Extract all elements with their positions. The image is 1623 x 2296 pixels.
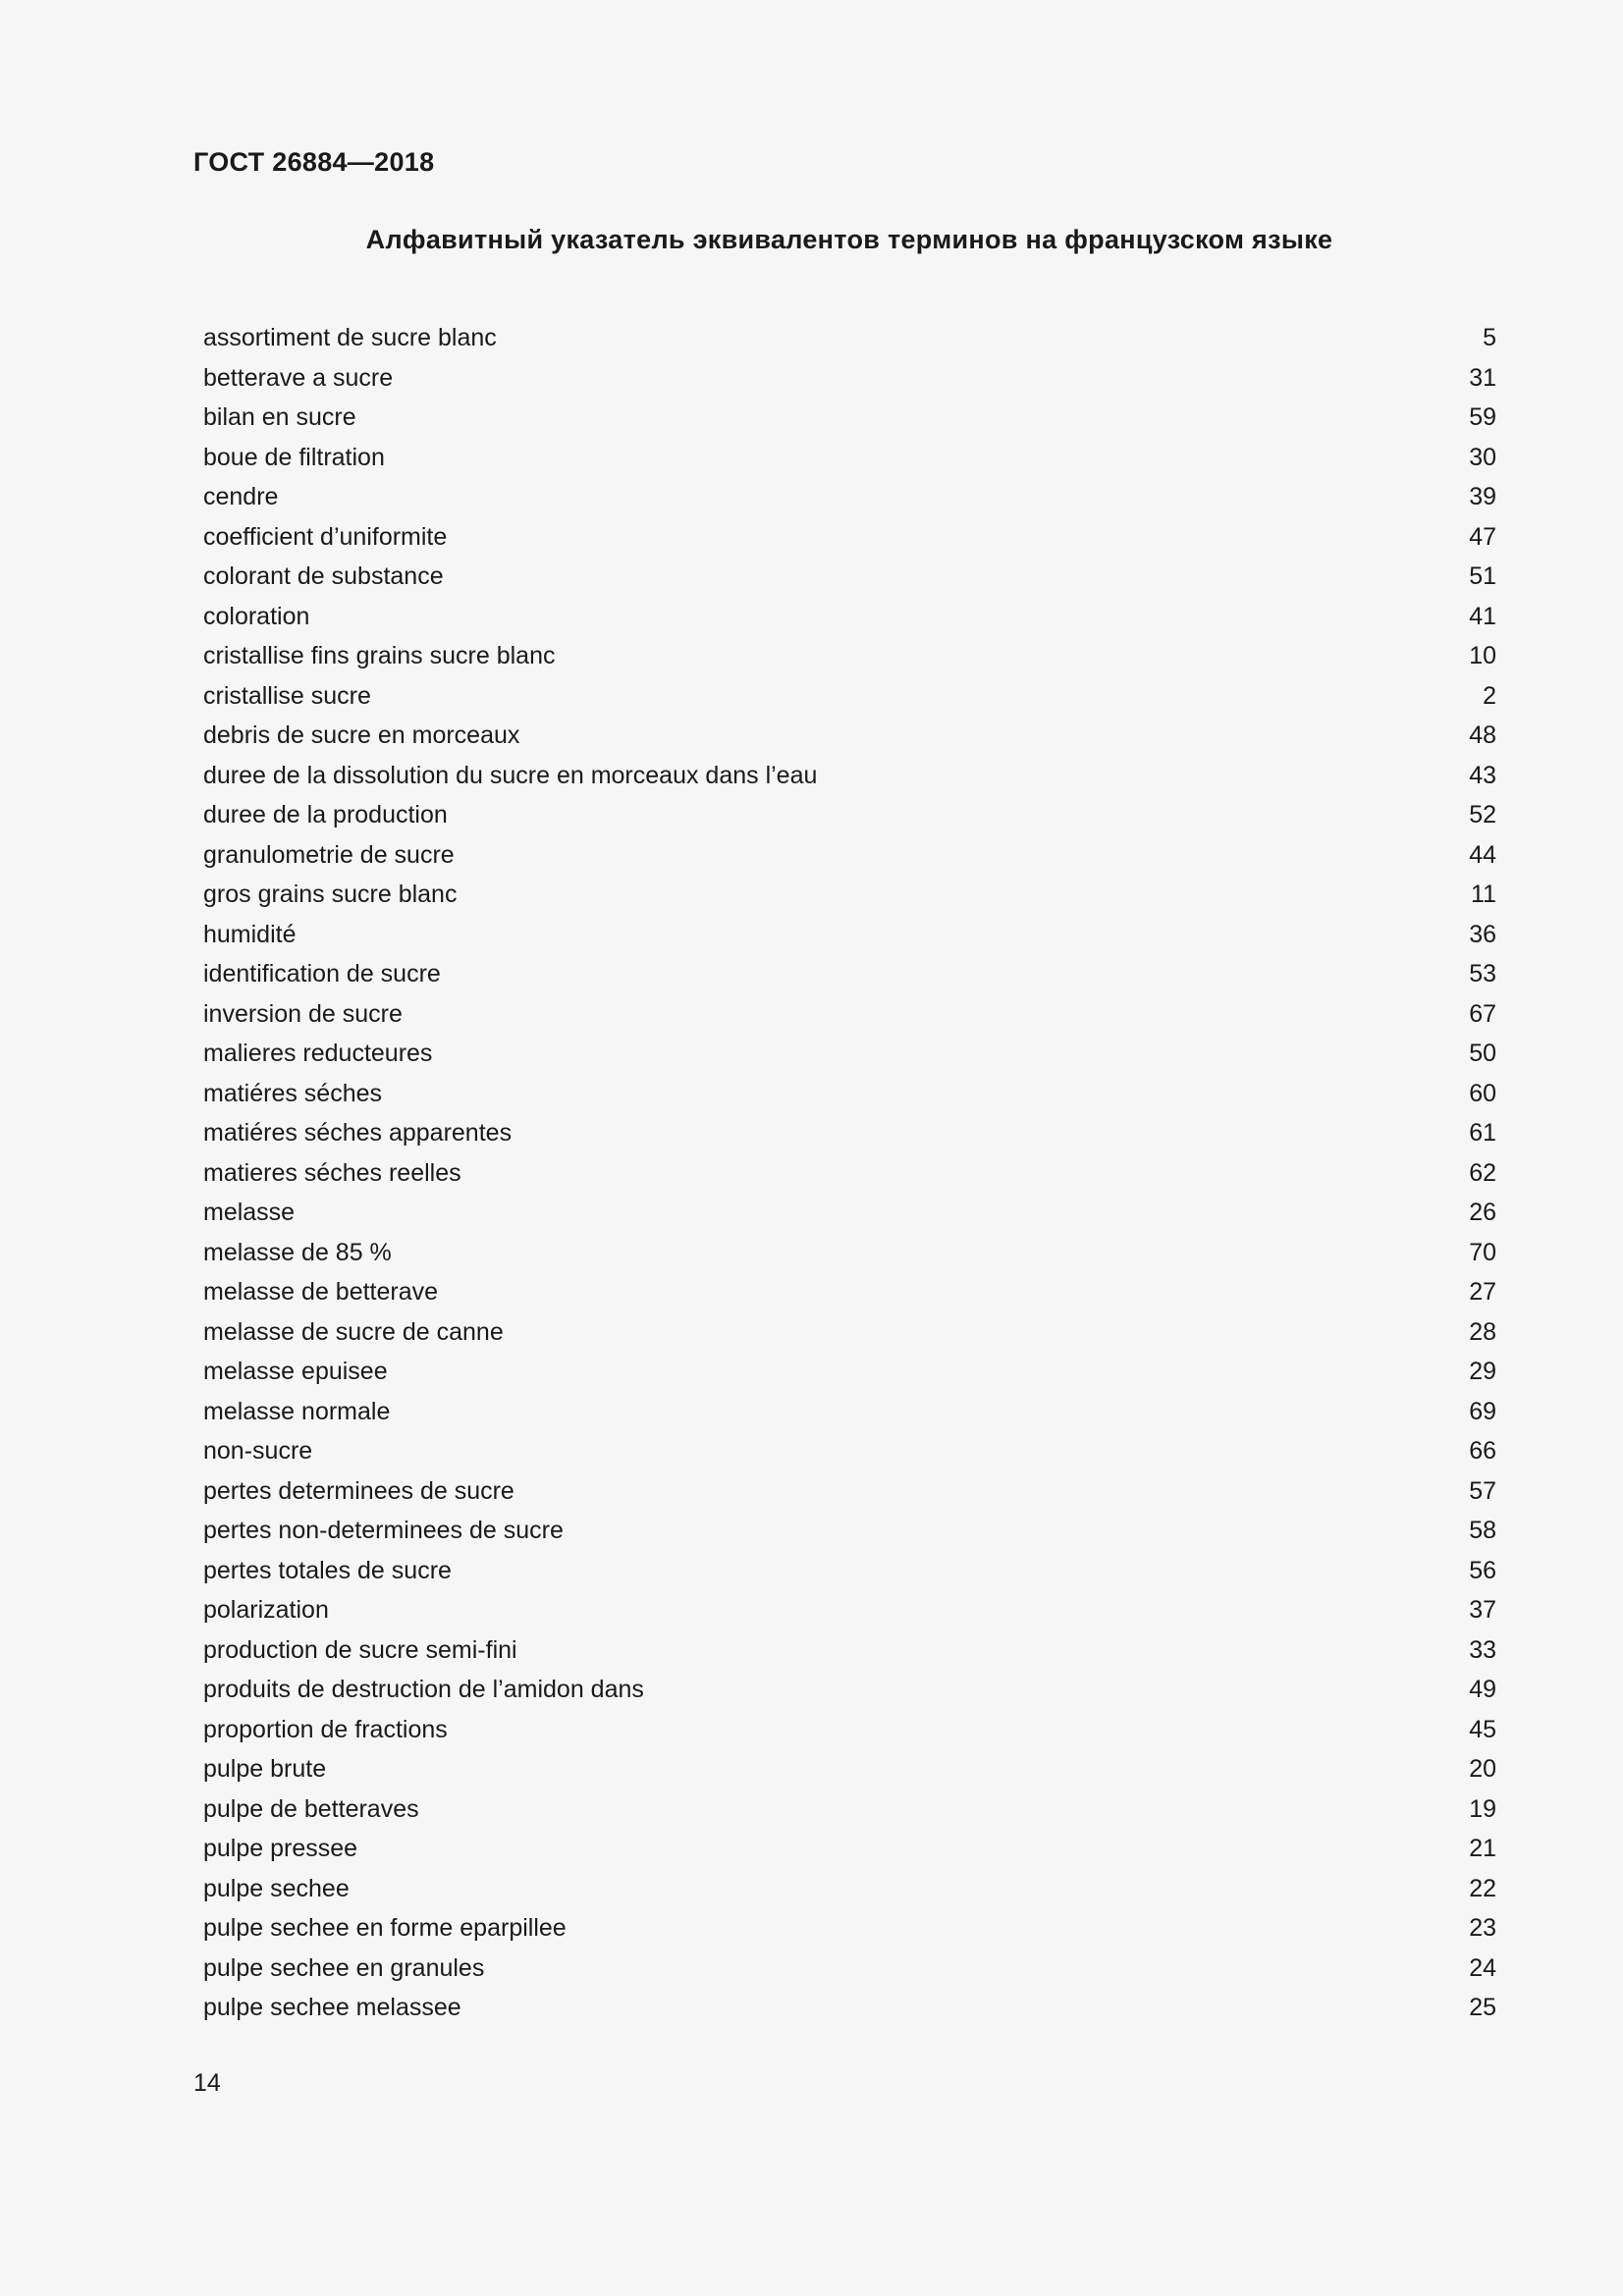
index-entry	[203, 917, 1496, 957]
index-entry	[203, 1394, 1496, 1434]
index-entry-term: produits de destruction de l’amidon dans	[203, 1676, 644, 1703]
index-entry-ref: 48	[1469, 721, 1496, 749]
index-entry-term: pulpe sechee melassee	[203, 1994, 461, 2021]
index-entry-term: boue de filtration	[203, 443, 385, 471]
index-entry	[203, 678, 1496, 719]
page-number: 14	[193, 2069, 221, 2097]
index-entry-ref: 30	[1469, 443, 1496, 471]
index-entry-ref: 56	[1469, 1556, 1496, 1584]
index-entry-term: cristallise fins grains sucre blanc	[203, 642, 556, 669]
index-entry-ref: 60	[1469, 1079, 1496, 1107]
index-entry	[203, 1672, 1496, 1712]
index-entry-term: non-sucre	[203, 1437, 313, 1465]
index-entry-ref: 66	[1469, 1437, 1496, 1465]
index-entry-ref: 67	[1469, 999, 1496, 1028]
index-entry-ref: 69	[1469, 1397, 1496, 1425]
index-entry-ref: 62	[1469, 1158, 1496, 1187]
index-entry-ref: 31	[1469, 363, 1496, 392]
index-entry-ref: 11	[1471, 881, 1496, 908]
index-entry	[203, 1791, 1496, 1832]
index-entry-term: pulpe sechee en granules	[203, 1953, 485, 1982]
index-entry	[203, 400, 1496, 440]
index-entry-ref: 5	[1483, 324, 1496, 351]
index-entry	[203, 1115, 1496, 1155]
index-entry-term: pulpe sechee	[203, 1874, 350, 1902]
index-entry-ref: 20	[1469, 1755, 1496, 1783]
index-entry	[203, 320, 1496, 360]
index-entry-ref: 45	[1469, 1715, 1496, 1743]
index-entry	[203, 718, 1496, 758]
index-entry-term: cristallise sucre	[203, 681, 371, 710]
index-entry-ref: 57	[1469, 1476, 1496, 1505]
index-entry-term: matieres séches reelles	[203, 1158, 461, 1187]
index-entry	[203, 1036, 1496, 1076]
index-entry	[203, 1592, 1496, 1632]
index-entry-ref: 19	[1469, 1794, 1496, 1823]
index-entry	[203, 1910, 1496, 1950]
index-entry-ref: 59	[1469, 403, 1496, 431]
document-code: ГОСТ 26884—2018	[193, 147, 435, 177]
index-entry-term: duree de la production	[203, 801, 448, 828]
index-entry-list	[203, 320, 1496, 2030]
index-entry-ref: 49	[1469, 1676, 1496, 1703]
index-entry	[203, 1235, 1496, 1275]
index-entry-ref: 29	[1469, 1358, 1496, 1385]
index-entry	[203, 1632, 1496, 1673]
index-entry-term: betterave a sucre	[203, 363, 394, 392]
index-entry-term: coloration	[203, 602, 310, 630]
index-entry-term: colorant de substance	[203, 562, 444, 590]
index-entry	[203, 360, 1496, 400]
index-entry-ref: 58	[1469, 1517, 1496, 1544]
index-entry-term: production de sucre semi-fini	[203, 1635, 517, 1664]
index-entry-ref: 10	[1469, 642, 1496, 669]
index-entry	[203, 440, 1496, 480]
index-entry-ref: 39	[1469, 483, 1496, 510]
index-entry	[203, 1155, 1496, 1196]
index-entry-term: pulpe sechee en forme eparpillee	[203, 1914, 567, 1942]
index-entry-ref: 52	[1469, 801, 1496, 828]
index-entry-term: bilan en sucre	[203, 403, 356, 431]
index-entry-ref: 36	[1469, 920, 1496, 948]
index-entry-ref: 26	[1469, 1199, 1496, 1226]
index-entry	[203, 956, 1496, 996]
index-entry-term: matiéres séches apparentes	[203, 1119, 513, 1147]
index-entry-term: inversion de sucre	[203, 999, 403, 1028]
index-entry-term: proportion de fractions	[203, 1715, 448, 1743]
index-entry	[203, 1314, 1496, 1355]
index-entry	[203, 1990, 1496, 2030]
index-entry-ref: 51	[1469, 562, 1496, 590]
index-entry-term: pulpe de betteraves	[203, 1794, 419, 1823]
index-entry	[203, 1473, 1496, 1514]
index-entry	[203, 479, 1496, 519]
index-entry	[203, 1553, 1496, 1593]
index-entry	[203, 837, 1496, 878]
index-entry-term: cendre	[203, 483, 279, 510]
index-entry	[203, 1195, 1496, 1235]
index-entry	[203, 877, 1496, 917]
index-entry	[203, 559, 1496, 599]
index-entry-ref: 41	[1469, 602, 1496, 630]
index-entry-term: duree de la dissolution du sucre en morceaux dans l’eau	[203, 761, 818, 789]
index-entry-term: pulpe brute	[203, 1755, 327, 1783]
index-entry-ref: 70	[1469, 1238, 1496, 1266]
index-entry-ref: 53	[1469, 960, 1496, 988]
index-entry-term: melasse epuisee	[203, 1358, 388, 1385]
index-entry	[203, 1871, 1496, 1911]
index-entry-ref: 61	[1469, 1119, 1496, 1147]
index-title: Алфавитный указатель эквивалентов терминов на французском языке	[365, 225, 1333, 254]
index-entry-ref: 2	[1483, 681, 1496, 710]
index-entry-term: pertes non-determinees de sucre	[203, 1517, 564, 1544]
index-entry	[203, 1354, 1496, 1394]
index-entry-ref: 23	[1469, 1914, 1496, 1942]
index-entry-term: humidité	[203, 920, 297, 948]
index-entry-ref: 50	[1469, 1040, 1496, 1067]
index-entry	[203, 599, 1496, 639]
index-entry-term: melasse normale	[203, 1397, 391, 1425]
index-entry-term: melasse de betterave	[203, 1278, 439, 1306]
index-entry	[203, 1076, 1496, 1116]
index-entry-term: debris de sucre en morceaux	[203, 721, 520, 749]
index-entry-term: polarization	[203, 1596, 329, 1624]
index-entry-ref: 37	[1469, 1596, 1496, 1624]
index-entry	[203, 638, 1496, 678]
index-entry	[203, 1513, 1496, 1553]
index-entry-ref: 21	[1469, 1835, 1496, 1862]
index-entry-term: matiéres séches	[203, 1079, 383, 1107]
index-entry-ref: 43	[1469, 761, 1496, 789]
index-entry-term: pulpe pressee	[203, 1835, 358, 1862]
index-entry-term: pertes totales de sucre	[203, 1556, 452, 1584]
index-entry-term: melasse de sucre de canne	[203, 1317, 504, 1346]
index-entry	[203, 1751, 1496, 1791]
index-entry	[203, 758, 1496, 798]
index-entry	[203, 1712, 1496, 1752]
index-entry	[203, 1433, 1496, 1473]
index-entry-term: coefficient d’uniformite	[203, 522, 448, 551]
index-entry-term: melasse de 85 %	[203, 1238, 392, 1266]
index-entry-term: granulometrie de sucre	[203, 840, 455, 869]
index-entry	[203, 1831, 1496, 1871]
index-entry-ref: 33	[1469, 1635, 1496, 1664]
index-entry-ref: 44	[1469, 840, 1496, 869]
index-entry-term: pertes determinees de sucre	[203, 1476, 514, 1505]
index-entry	[203, 797, 1496, 837]
index-entry-term: gros grains sucre blanc	[203, 881, 458, 908]
index-entry	[203, 1274, 1496, 1314]
index-entry-ref: 28	[1469, 1317, 1496, 1346]
index-entry	[203, 1950, 1496, 1991]
index-entry-term: melasse	[203, 1199, 296, 1226]
index-entry	[203, 519, 1496, 560]
index-entry-term: assortiment de sucre blanc	[203, 324, 497, 351]
index-entry-ref: 47	[1469, 522, 1496, 551]
index-entry-term: identification de sucre	[203, 960, 441, 988]
index-entry-ref: 22	[1469, 1874, 1496, 1902]
index-entry-ref: 24	[1469, 1953, 1496, 1982]
index-entry-ref: 27	[1469, 1278, 1496, 1306]
index-entry	[203, 996, 1496, 1037]
index-entry-term: malieres reducteures	[203, 1040, 433, 1067]
index-entry-ref: 25	[1469, 1994, 1496, 2021]
